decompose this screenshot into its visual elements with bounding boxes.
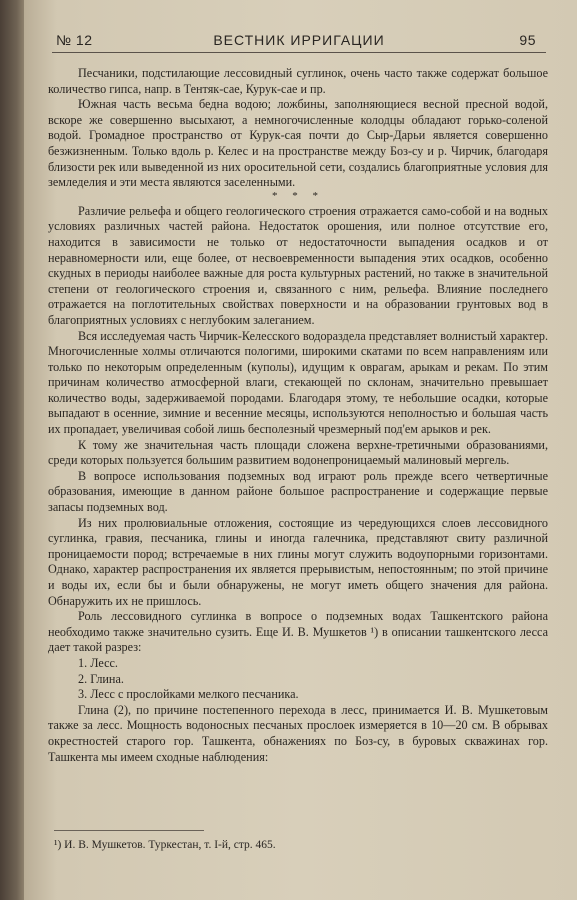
paragraph: Роль лессовидного суглинка в вопросе о подземных водах Ташкентского района необходимо также значительно сузить. Еще И. В. Мушкетов ¹) в описании ташкентского лесса дает такой разрез:: [48, 609, 548, 655]
paragraph: Песчаники, подстилающие лессовидный суглинок, очень часто также содержат большое количество гипса, напр. в Тентяк-сае, Курук-сае и пр.: [48, 66, 548, 96]
section-list-item: 1. Лесс.: [78, 655, 118, 670]
paragraph: Различие рельефа и общего геологического строения отражается само-собой и на водных условиях различных частей района. Недостаток орошения, или полное отсутствие его, находится в зависимости не только от недостаточности выпадения осадков и от неравномерности или, еще более, от несвоевременности выпадения этих осадков, особенно скудных в периоды наиболее важные для роста культурных растений, но также в значительной степени от геологического строения и, связанного с ним, рельефа. Влияние последнего отражается на поглотительных свойствах поверхности и на образовании грунтовых вод в благоприятных условиях с неглубоким залеганием.: [48, 203, 548, 327]
section-list-item: 2. Глина.: [78, 671, 124, 686]
page-number: 95: [519, 32, 536, 48]
section-list-item: 3. Лесс с прослойками мелкого песчаника.: [78, 687, 299, 702]
issue-number: № 12: [56, 32, 93, 48]
journal-title: ВЕСТНИК ИРРИГАЦИИ: [213, 32, 385, 48]
paragraph: В вопросе использования подземных вод играют роль прежде всего четвертичные образования, имеющие в данном районе большое распространение и содержащие первые запасы подземных вод.: [48, 468, 548, 515]
paragraph: Глина (2), по причине постепенного перехода в лесс, принимается И. В. Мушкетовым также за лесс. Мощность водоносных песчаных прослоек измеряется в 10—20 см. В обрывах окрестностей старого гор. Ташкента, обнажениях по Бoз-су, в буровых скважинах гор. Ташкента мы имеем сходные наблюдения:: [48, 702, 548, 764]
footnote: ¹) И. В. Мушкетов. Туркестан, т. I-й, стр. 465.: [54, 839, 276, 851]
article-body: [48, 66, 548, 765]
paragraph: Из них пролювиальные отложения, состоящие из чередующихся слоев лессовидного суглинка, гравия, песчаника, глины и иногда галечника, представляют свиту различной проницаемости пород; встречаемые в них глины могут служить водоупорными горизонтами. Однако, характер распространения их является прерывистым, непостоянным; по этой причине и воды их, если бы и были обнаружены, не могут иметь общего значения для района. Обнаружить их не пришлось.: [48, 515, 548, 608]
paragraph: К тому же значительная часть площади сложена верхне-третичными образованиями, среди которых пользуется большим развитием водонепроницаемый малиновый мергель.: [48, 437, 548, 468]
journal-page: [24, 0, 577, 900]
running-header: [52, 32, 546, 53]
section-separator: * * *: [272, 189, 324, 202]
paragraph: Южная часть весьма бедна водою; ложбины, заполняющиеся весной пресной водой, вскоре же совершенно высыхают, а немногочисленные колодцы обладают горько-соленой водой. Громадное пространство от Курук-сая почти до Сыр-Дарьи является совершенно безжизненным. Только вдоль р. Келес и на пространстве между Бoз-су и р. Чирчик, благодаря близости рек или выведенной из них оросительной сети, создались благоприятные условия для земледелия и эти места являются заселенными.: [48, 97, 548, 190]
paragraph: Вся исследуемая часть Чирчик-Келесского водораздела представляет волнистый характер. Многочисленные холмы отличаются пологими, широкими скатами по всем направлениям или только по некоторым определенным (куполы), идущим к оврагам, арыкам и рекам. По этим причинам количество атмосферной влаги, стекающей по склонам, значительно превышает количество воды, задерживаемой породами. Благодаря этому, те небольшие осадки, которые выпадают в осенние, зимние и весенние месяцы, используются неполностью и большая часть их пропадает, увеличивая собой лишь бесполезный чрезмерный под'ем арыков и рек.: [48, 328, 548, 437]
footnote-divider: [54, 830, 204, 831]
